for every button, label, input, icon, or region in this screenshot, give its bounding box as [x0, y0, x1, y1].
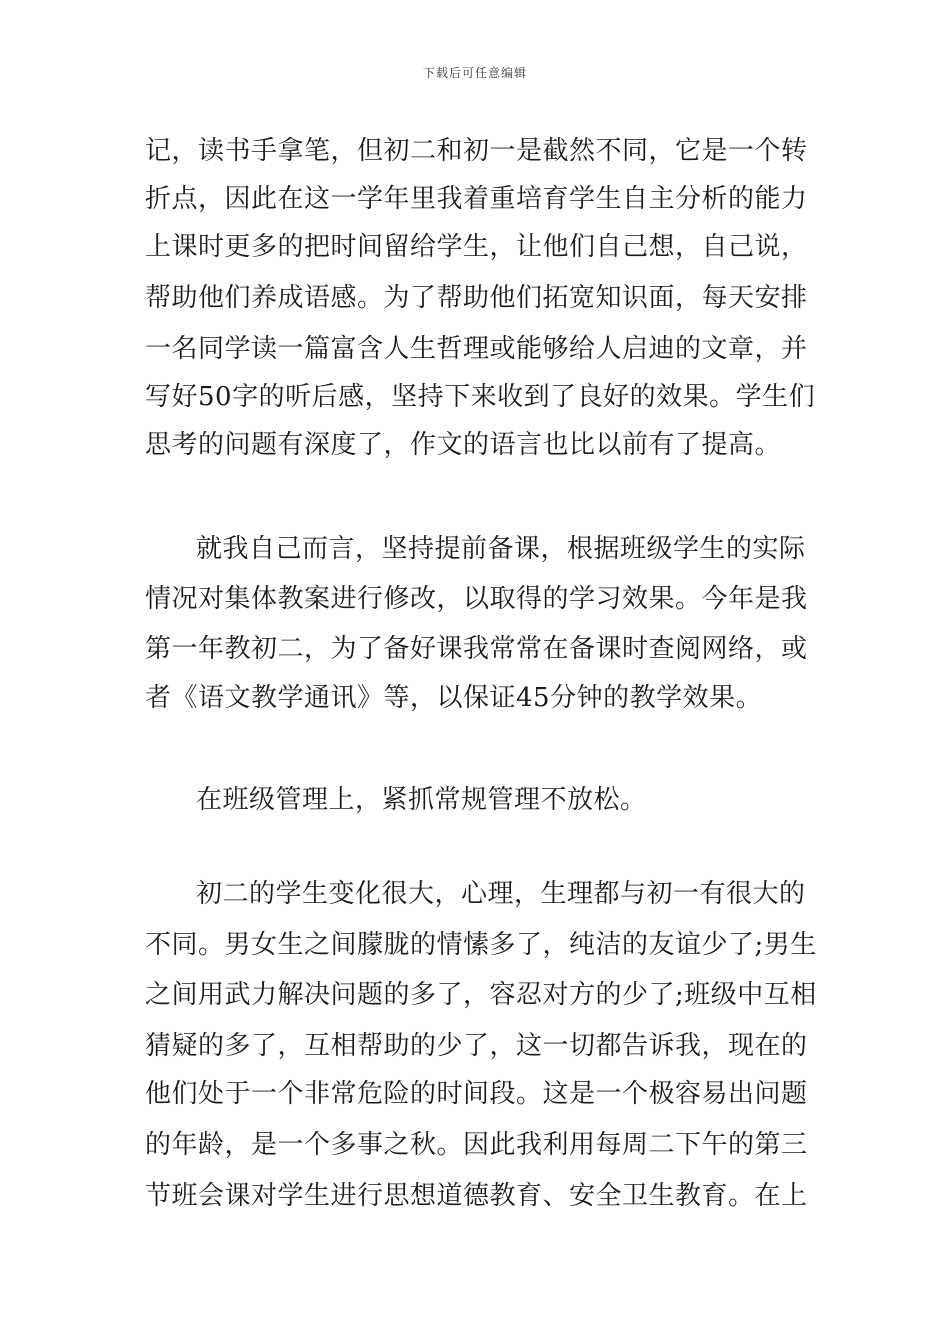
- text-line: 不同。男女生之间朦胧的情愫多了，纯洁的友谊少了;男生: [145, 930, 817, 960]
- text-line: 记，读书手拿笔，但初二和初一是截然不同，它是一个转: [145, 136, 808, 166]
- paragraph-first-line: 初二的学生变化很大，心理，生理都与初一有很大的: [196, 879, 806, 909]
- text-line: 一名同学读一篇富含人生哲理或能够给人启迪的文章，并: [145, 334, 808, 364]
- text-line: 思考的问题有深度了，作文的语言也比以前有了提高。: [145, 430, 782, 460]
- text-line: 上课时更多的把时间留给学生，让他们自己想，自己说，: [145, 232, 808, 262]
- text-line: 节班会课对学生进行思想道德教育、安全卫生教育。在上: [145, 1181, 808, 1211]
- text-line: 的年龄，是一个多事之秋。因此我利用每周二下午的第三: [145, 1130, 808, 1160]
- text-line: 之间用武力解决问题的多了，容忍对方的少了;班级中互相: [145, 980, 817, 1010]
- text-line: 猜疑的多了，互相帮助的少了，这一切都告诉我，现在的: [145, 1031, 808, 1061]
- text-line: 帮助他们养成语感。为了帮助他们拓宽知识面，每天安排: [145, 283, 808, 313]
- paragraph-first-line: 在班级管理上，紧抓常规管理不放松。: [196, 785, 647, 815]
- text-line: 写好50字的听后感，坚持下来收到了良好的效果。学生们: [145, 382, 816, 412]
- text-line: 他们处于一个非常危险的时间段。这是一个极容易出问题: [145, 1079, 808, 1109]
- text-line: 者《语文教学通讯》等，以保证45分钟的教学效果。: [145, 683, 763, 713]
- page-header-note: 下载后可任意编辑: [422, 66, 527, 80]
- paragraph-first-line: 就我自己而言，坚持提前备课，根据班级学生的实际: [196, 534, 806, 564]
- text-line: 第一年教初二，为了备好课我常常在备课时查阅网络，或: [145, 634, 808, 664]
- text-line: 折点，因此在这一学年里我着重培育学生自主分析的能力: [145, 184, 808, 214]
- text-line: 情况对集体教案进行修改，以取得的学习效果。今年是我: [145, 584, 808, 614]
